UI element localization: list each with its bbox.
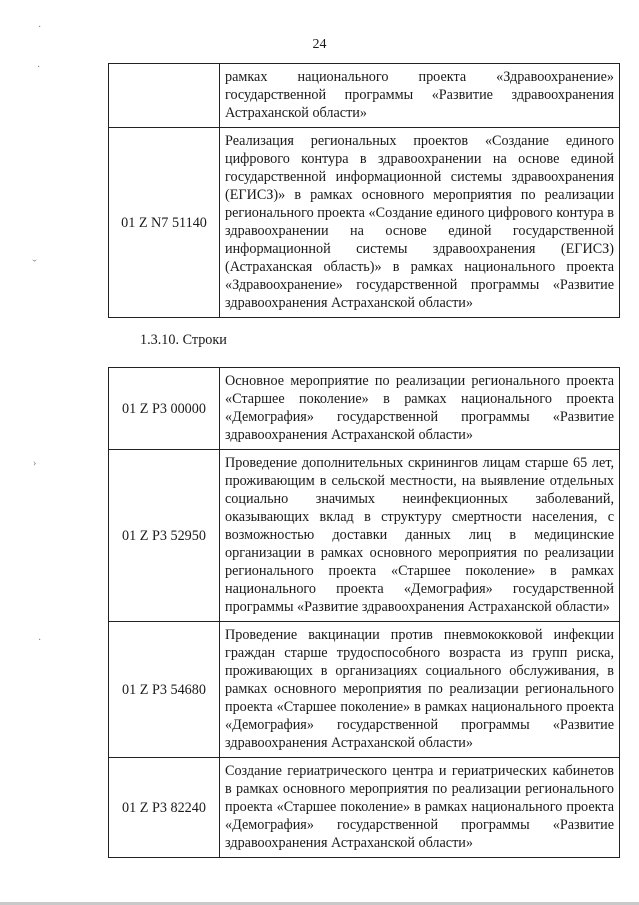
scan-speck: · (38, 22, 42, 33)
budget-code-cell: 01 Z P3 82240 (109, 758, 220, 858)
description-cell: Основное мероприятие по реализации регионального проекта «Старшее поколение» в рамках национального проекта «Демография» государственной программы «Развитие здравоохранения Астраханской области» (220, 368, 620, 450)
table-row (109, 758, 620, 858)
scan-speck: · (37, 62, 41, 73)
budget-codes-table (108, 367, 620, 858)
budget-code-cell (109, 64, 220, 128)
scan-speck: › (29, 258, 41, 263)
table-row (109, 368, 620, 450)
description-cell: Проведение дополнительных скринингов лицам старше 65 лет, проживающим в сельской местности, на выявление отдельных социально значимых неинфекционных заболеваний, оказывающих вклад в структуру смертности населения, с возможностью доставки данных лиц в медицинские организации в рамках основного мероприятия по реализации регионального проекта «Старшее поколение» в рамках национального проекта «Демография» государственной программы «Развитие здравоохранения Астраханской области» (220, 450, 620, 622)
table-row (109, 450, 620, 622)
table-row (109, 128, 620, 318)
budget-codes-table-continued (108, 63, 620, 318)
budget-code-cell: 01 Z P3 52950 (109, 450, 220, 622)
description-cell: Реализация региональных проектов «Создание единого цифрового контура в здравоохранении на основе единой государственной информационной системы здравоохранения (ЕГИСЗ)» в рамках основного мероприятия по реализации регионального проекта «Создание единого цифрового контура в здравоохранении на основе единой государственной информационной системы здравоохранения (ЕГИСЗ) (Астраханская область)» в рамках национального проекта «Здравоохранение» государственной программы «Развитие здравоохранения Астраханской области» (220, 128, 620, 318)
page-number: 24 (312, 37, 327, 52)
table-row (109, 64, 620, 128)
budget-code-cell: 01 Z P3 00000 (109, 368, 220, 450)
budget-code-cell: 01 Z P3 54680 (109, 622, 220, 758)
description-cell: Создание гериатрического центра и гериатрических кабинетов в рамках основного мероприятия по реализации регионального проекта «Старшее поколение» в рамках национального проекта «Демография» государственной программы «Развитие здравоохранения Астраханской области» (220, 758, 620, 858)
scan-speck: · (38, 635, 42, 646)
description-cell: Проведение вакцинации против пневмококковой инфекции граждан старше трудоспособного возраста из групп риска, проживающих в организациях социального обслуживания, в рамках основного мероприятия по реализации регионального проекта «Старшее поколение» в рамках национального проекта «Демография» государственной программы «Развитие здравоохранения Астраханской области» (220, 622, 620, 758)
scan-speck: › (33, 458, 37, 469)
description-cell: рамках национального проекта «Здравоохранение» государственной программы «Развитие здравоохранения Астраханской области» (220, 64, 620, 128)
section-heading: 1.3.10. Строки (140, 332, 227, 348)
budget-code-cell: 01 Z N7 51140 (109, 128, 220, 318)
table-row (109, 622, 620, 758)
